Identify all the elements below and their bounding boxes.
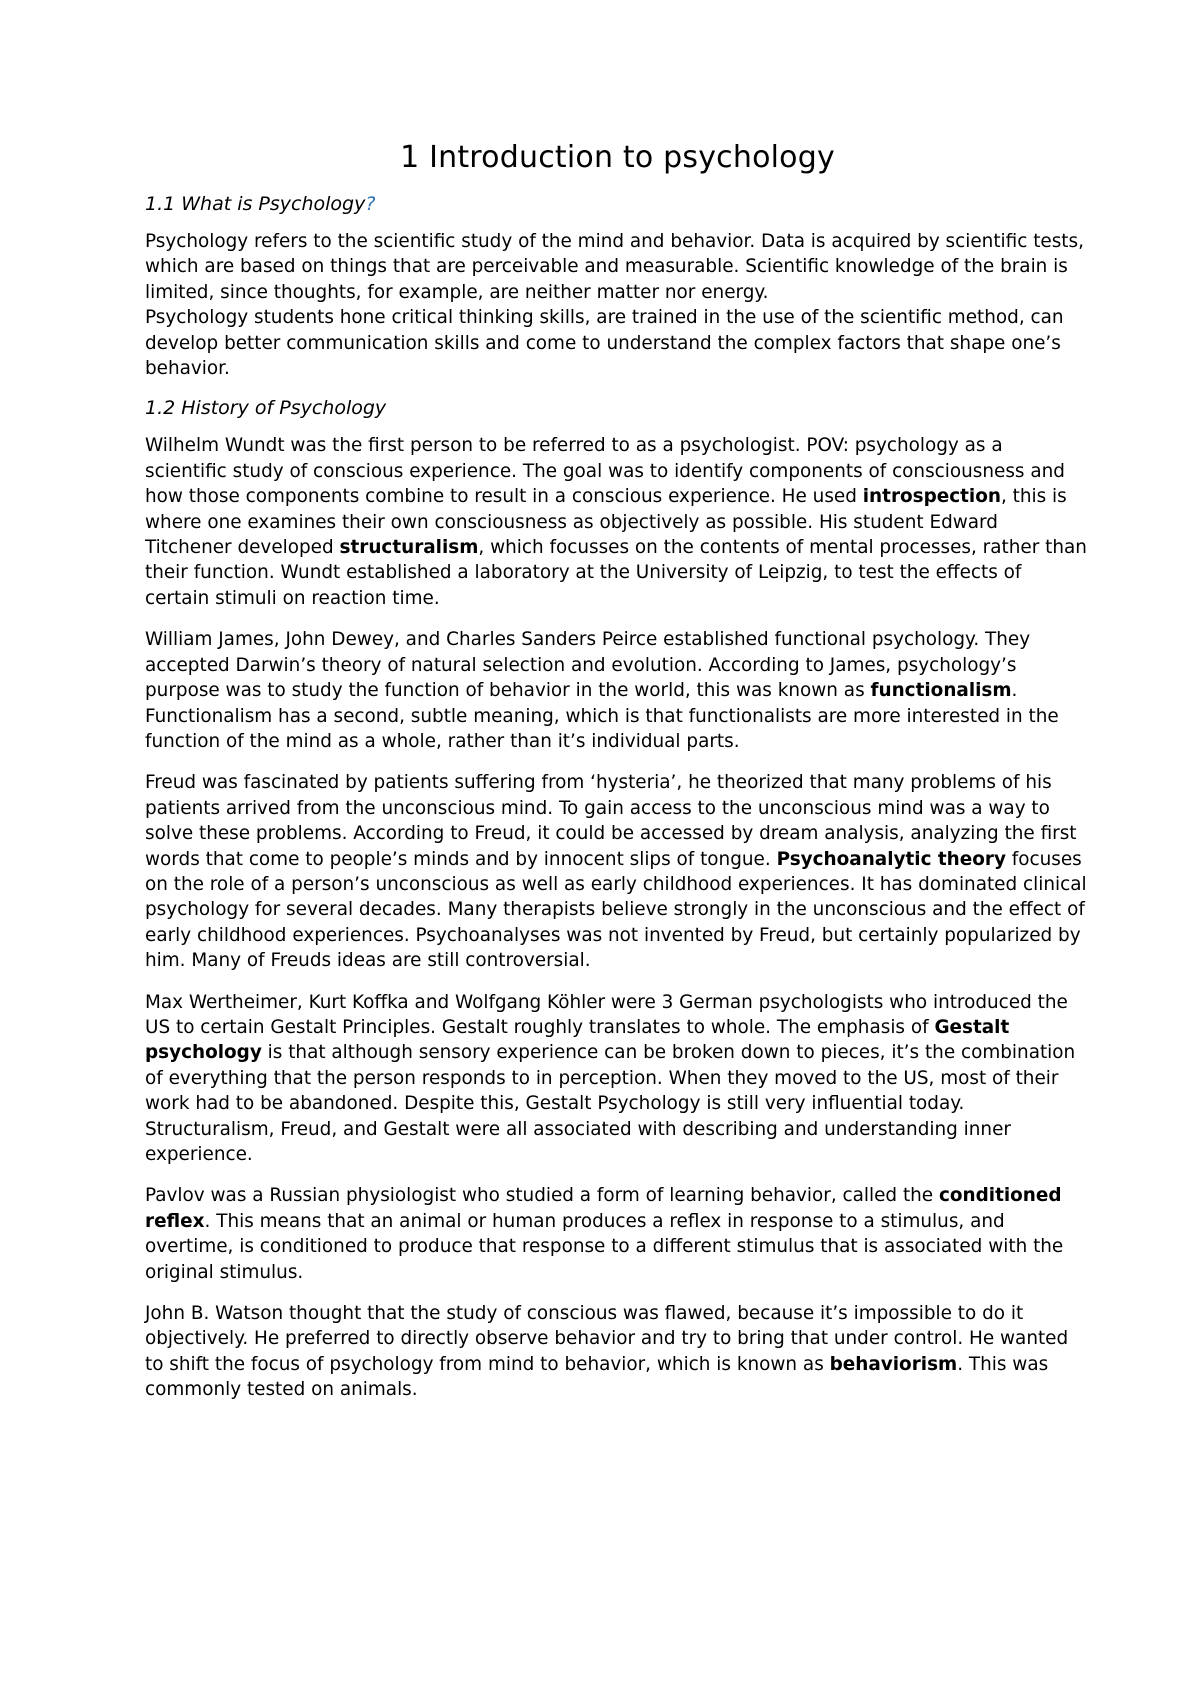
paragraph-students: Psychology students hone critical thinking skills, are trained in the use of the scientific method, can develop better communication skills and come to understand the complex factors that shape one’s behavior. (145, 307, 1064, 380)
text-segment: . This was commonly tested on animals. (145, 1353, 1049, 1401)
text-segment: . Functionalism has a second, subtle meaning, which is that functionalists are more interested in the function of the mind as a whole, rather than it’s individual parts. (145, 680, 1059, 752)
term-introspection: introspection (862, 486, 1001, 508)
text-segment: Freud was fascinated by patients suffering from ‘hysteria’, he theorized that many problems of his patients arrived from the unconscious mind. To gain access to the unconscious mind was a way to solve these problems. According to Freud, it could be accessed by dream analysis, analyzing the first words that come to people’s minds and by innocent slips of tongue. (145, 772, 1077, 870)
text-segment: is that although sensory experience can be broken down to pieces, it’s the combination of everything that the person responds to in perception. When they moved to the US, most of their work had to be abandoned. Despite this, Gestalt Psychology is still very influential today. Structuralism, Freud, and Gestalt were all associated with describing and understanding inner experience. (145, 1042, 1076, 1165)
text-segment: . This means that an animal or human produces a reflex in response to a stimulus, and overtime, is conditioned to produce that response to a different stimulus that is associated with the original stimulus. (145, 1210, 1064, 1283)
text-segment: Pavlov was a Russian physiologist who studied a form of learning behavior, called the (145, 1185, 939, 1207)
paragraph-pavlov (145, 1183, 1090, 1285)
section-heading-1-2: 1.2 History of Psychology (145, 397, 387, 420)
term-gestalt-psychology: Gestalt psychology (145, 1016, 1010, 1064)
text-segment: Wilhelm Wundt was the first person to be referred to as a psychologist. POV: psychology as a scientific study of conscious experience. The goal was to identify components of consciousness and how those components combine to result in a conscious experience. He used (145, 435, 1065, 508)
term-structuralism: structuralism (339, 537, 479, 559)
document-title: 1 Introduction to psychology (400, 140, 835, 175)
paragraph-gestalt (145, 990, 1090, 1168)
section-heading-1-1 (145, 193, 1090, 215)
text-segment: Max Wertheimer, Kurt Koffka and Wolfgang Köhler were 3 German psychologists who introduced the US to certain Gestalt Principles. Gestalt roughly translates to whole. The emphasis of (145, 991, 1068, 1038)
paragraph-definition: Psychology refers to the scientific study of the mind and behavior. Data is acquired by scientific tests, which are based on things that are perceivable and measurable. Scientific knowledge of the brain is limited, since thoughts, for example, are neither matter nor energy. (145, 231, 1084, 303)
section-heading-1-1-mark: ? (365, 193, 376, 215)
section-heading-1-1-text: 1.1 What is Psychology (145, 193, 366, 215)
term-psychoanalytic-theory: Psychoanalytic theory (776, 848, 1006, 870)
text-segment: , which focusses on the contents of mental processes, rather than their function. Wundt established a laboratory at the University of Leipzig, to test the effects of certain stimuli on reaction time. (145, 537, 1087, 609)
paragraph-watson (145, 1301, 1090, 1403)
text-segment: John B. Watson thought that the study of conscious was flawed, because it’s impossible to do it objectively. He preferred to directly observe behavior and try to bring that under control. He wanted to shift the focus of psychology from mind to behavior, which is known as (145, 1303, 1069, 1375)
term-conditioned-reflex: conditioned reflex (145, 1185, 1062, 1232)
term-behaviorism: behaviorism (829, 1353, 958, 1375)
term-functionalism: functionalism (870, 680, 1012, 702)
text-segment: William James, John Dewey, and Charles Sanders Peirce established functional psychology. They accepted Darwin’s theory of natural selection and evolution. According to James, psychology’s purpose was to study the function of behavior in the world, this was known as (145, 629, 1031, 702)
paragraph-freud (145, 770, 1090, 973)
paragraph-james (145, 627, 1090, 754)
paragraph-wundt (145, 433, 1090, 611)
text-segment: , this is where one examines their own consciousness as objectively as possible. His student Edward Titchener developed (145, 486, 1067, 559)
text-segment: focuses on the role of a person’s unconscious as well as early childhood experiences. It has dominated clinical psychology for several decades. Many therapists believe strongly in the unconscious and the effect of early childhood experiences. Psychoanalyses was not invented by Freud, but certainly popularized by him. Many of Freuds ideas are still controversial. (145, 848, 1087, 972)
